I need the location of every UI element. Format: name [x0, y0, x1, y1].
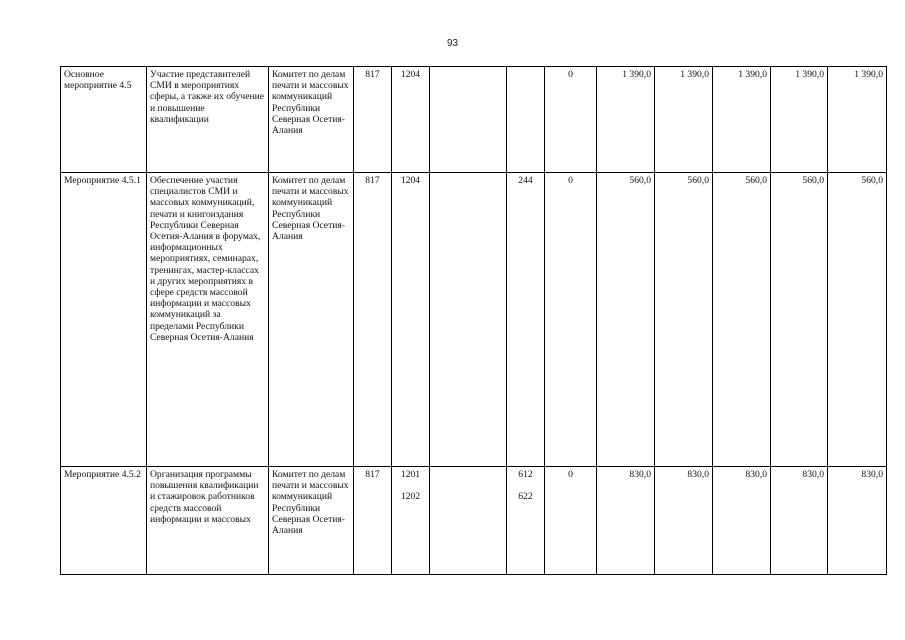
amount-cell: 1 390,0	[655, 67, 713, 173]
section-code-value: 1204	[400, 175, 421, 186]
amount-cell: 1 390,0	[597, 67, 655, 173]
expense-type-value: 244	[518, 175, 533, 186]
target-article-code	[430, 67, 507, 173]
executor: Комитет по делам печати и массовых коммуникаций Республики Северная Осетия-Алания	[269, 173, 354, 467]
amount-cell: 560,0	[713, 173, 771, 467]
spacer	[395, 480, 426, 491]
section-code	[392, 467, 430, 575]
section-code	[392, 67, 430, 173]
section-code-value: 1201	[400, 469, 421, 480]
target-article-code	[430, 173, 507, 467]
amount-cell: 1 390,0	[828, 67, 887, 173]
executor: Комитет по делам печати и массовых коммуникаций Республики Северная Осетия-Алания	[269, 467, 354, 575]
program-table	[60, 66, 887, 575]
amount-cell: 830,0	[597, 467, 655, 575]
amount-cell: 0	[545, 173, 597, 467]
amount-cell: 830,0	[713, 467, 771, 575]
event-code: Мероприятие 4.5.2	[61, 467, 147, 575]
expense-type-code	[507, 173, 545, 467]
event-name: Участие представителей СМИ в мероприятиях сферы, а также их обучение и повышение квалификации	[147, 67, 269, 173]
amount-cell: 560,0	[655, 173, 713, 467]
amount-cell: 830,0	[828, 467, 887, 575]
amount-cell: 830,0	[771, 467, 828, 575]
expense-type-code	[507, 467, 545, 575]
amount-cell: 560,0	[828, 173, 887, 467]
section-code-value: 1204	[400, 69, 421, 80]
event-name: Обеспечение участия специалистов СМИ и массовых коммуникаций, печати и книгоиздания Республики Северная Осетия-Алания в форумах, информационных мероприятиях, семинарах, тренингах, мастер-классах и других мероприятиях в сфере средств массовой информации и массовых коммуникаций за пределами Республики Северная Осетия-Алания	[147, 173, 269, 467]
event-code: Основное мероприятие 4.5	[61, 67, 147, 173]
event-code: Мероприятие 4.5.1	[61, 173, 147, 467]
executor: Комитет по делам печати и массовых коммуникаций Республики Северная Осетия-Алания	[269, 67, 354, 173]
grbs-code: 817	[354, 173, 392, 467]
section-code-value: 1202	[400, 491, 421, 503]
table-row	[61, 173, 887, 467]
table-row	[61, 67, 887, 173]
amount-cell: 560,0	[597, 173, 655, 467]
event-name: Организация программы повышения квалификации и стажировок работников средств массовой информации и массовых	[147, 467, 269, 575]
amount-cell: 0	[545, 467, 597, 575]
grbs-code: 817	[354, 467, 392, 575]
expense-type-code	[507, 67, 545, 173]
section-code	[392, 173, 430, 467]
page-number: 93	[446, 38, 459, 49]
amount-cell: 830,0	[655, 467, 713, 575]
amount-cell: 0	[545, 67, 597, 173]
amount-cell: 560,0	[771, 173, 828, 467]
target-article-code	[430, 467, 507, 575]
amount-cell: 1 390,0	[713, 67, 771, 173]
expense-type-value: 622	[518, 491, 533, 503]
expense-type-value: 612	[518, 469, 533, 480]
spacer	[510, 480, 541, 491]
amount-cell: 1 390,0	[771, 67, 828, 173]
table-row	[61, 467, 887, 575]
grbs-code: 817	[354, 67, 392, 173]
